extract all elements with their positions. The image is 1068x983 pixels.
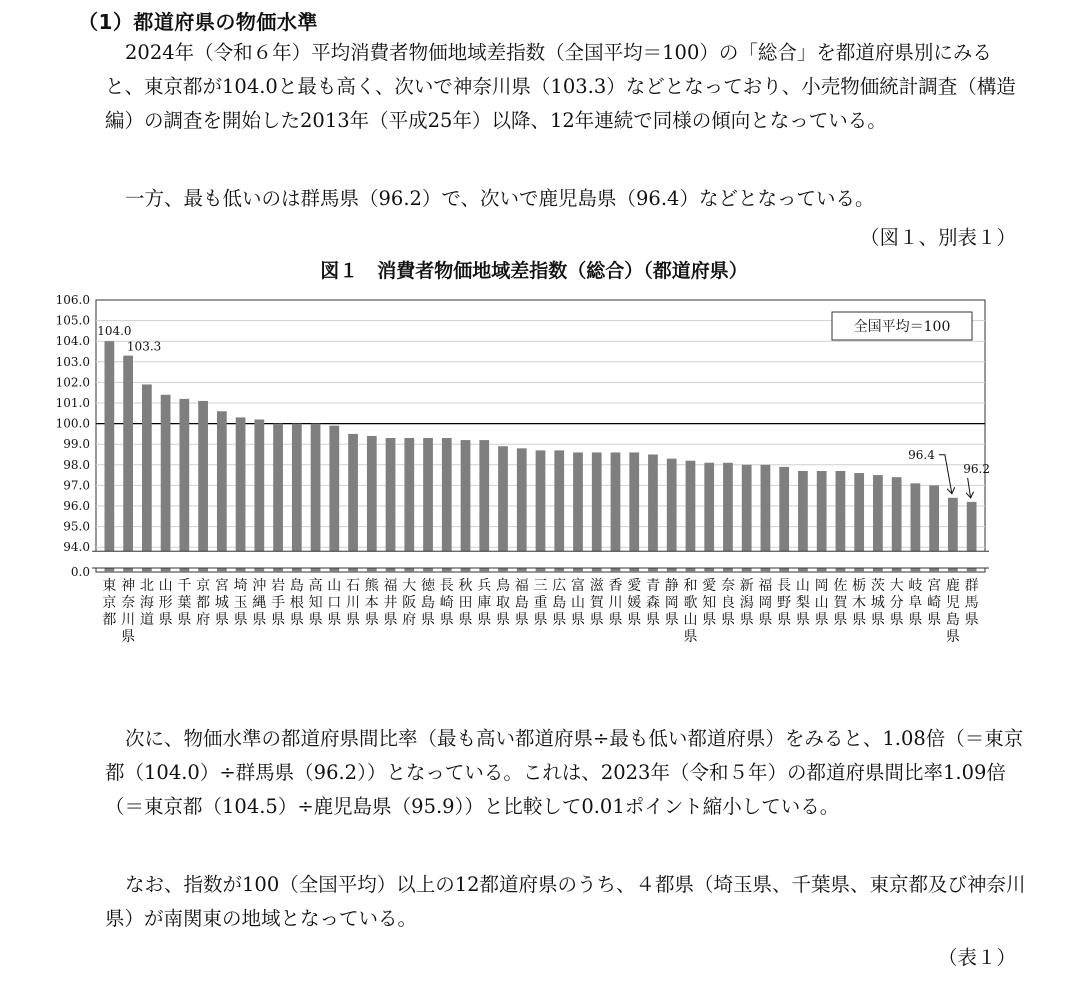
x-tick-label: 香川県 (608, 578, 623, 628)
x-tick-label: 熊本県 (364, 578, 379, 628)
x-tick-label: 石川県 (346, 578, 361, 628)
data-label-神奈川県: 103.3 (126, 339, 162, 354)
bar-山形県 (161, 395, 171, 572)
paragraph-lowest (105, 182, 1030, 216)
x-tick-label: 福岡県 (758, 578, 773, 628)
x-tick-label: 奈良県 (720, 578, 735, 628)
x-tick-label: 長崎県 (439, 578, 454, 628)
data-label-群馬県: 96.2 (963, 461, 990, 476)
paragraph-ratio (105, 722, 1030, 824)
x-tick-label: 滋賀県 (589, 578, 604, 628)
y-tick-label: 0.0 (70, 565, 90, 579)
bar-島根県 (292, 424, 302, 572)
bar-埼玉県 (236, 417, 246, 572)
figure-title: 図１ 消費者物価地域差指数（総合）（都道府県） (320, 260, 748, 282)
bar-宮城県 (217, 411, 227, 572)
legend-box-text: 全国平均＝100 (853, 319, 951, 335)
bar-岩手県 (273, 424, 283, 572)
x-tick-label: 長野県 (777, 578, 792, 628)
x-tick-label: 大阪府 (402, 578, 417, 628)
x-tick-label: 広島県 (552, 578, 567, 628)
paragraph-price-index-top (105, 36, 1030, 138)
x-tick-label: 神奈川県 (121, 578, 136, 645)
x-tick-label: 青森県 (645, 578, 660, 628)
x-tick-label: 山口県 (327, 578, 342, 628)
y-tick-label: 103.0 (55, 354, 90, 369)
bar-沖縄県 (254, 419, 264, 572)
bar-chart (0, 288, 1068, 658)
x-tick-label: 山梨県 (795, 578, 810, 628)
y-tick-label: 95.0 (63, 519, 90, 534)
x-tick-label: 東京都 (102, 578, 117, 628)
x-tick-label: 三重県 (533, 578, 548, 628)
bar-千葉県 (179, 399, 189, 572)
bar-神奈川県 (123, 356, 133, 572)
y-tick-label: 94.0 (63, 540, 90, 555)
axis-break-band (92, 551, 989, 568)
x-tick-label: 福井県 (383, 578, 398, 628)
paragraph-south-kanto (105, 868, 1030, 936)
x-tick-label: 鹿児島県 (945, 578, 960, 645)
section-heading: （1）都道府県の物価水準 (78, 10, 318, 34)
x-tick-label: 沖縄県 (252, 578, 267, 628)
x-tick-label: 島根県 (289, 578, 304, 628)
x-tick-label: 和歌山県 (683, 578, 698, 645)
x-tick-label: 茨城県 (870, 578, 885, 628)
y-tick-label: 100.0 (55, 416, 90, 431)
bar-京都府 (198, 401, 208, 572)
paragraph-south-kanto-text: なお、指数が100（全国平均）以上の12都道府県のうち、４都県（埼玉県、千葉県、東京都及び神奈川県）が南関東の地域となっている。 (105, 873, 1026, 930)
bar-東京都 (104, 341, 114, 572)
y-tick-label: 96.0 (63, 499, 90, 513)
bar-高知県 (311, 424, 321, 572)
paragraph-lowest-text: 一方、最も低いのは群馬県（96.2）で、次いで鹿児島県（96.4）などとなっている。 (125, 187, 875, 210)
y-tick-label: 98.0 (63, 457, 90, 472)
data-label-東京都: 104.0 (97, 324, 132, 339)
x-tick-label: 兵庫県 (477, 578, 492, 628)
x-tick-label: 大分県 (889, 578, 904, 628)
y-tick-label: 102.0 (55, 375, 90, 390)
x-tick-label: 佐賀県 (833, 578, 848, 628)
x-tick-label: 北海道 (139, 578, 154, 628)
bar-山口県 (329, 426, 339, 572)
y-tick-label: 99.0 (63, 437, 90, 452)
x-tick-label: 秋田県 (458, 578, 473, 628)
x-tick-label: 愛媛県 (627, 578, 642, 628)
x-tick-label: 富山県 (570, 578, 585, 628)
y-tick-label: 104.0 (55, 334, 90, 349)
x-tick-label: 静岡県 (664, 578, 679, 628)
y-tick-label: 97.0 (63, 478, 90, 493)
x-tick-label: 宮崎県 (927, 578, 942, 628)
figure-reference: （図１、別表１） (859, 226, 1016, 249)
y-tick-label: 105.0 (55, 313, 90, 328)
x-tick-label: 岩手県 (271, 578, 286, 628)
x-tick-label: 山形県 (158, 578, 173, 628)
x-tick-label: 鳥取県 (496, 578, 511, 628)
arrow-gunma (968, 478, 971, 498)
bar-北海道 (142, 384, 152, 572)
x-tick-label: 福島県 (514, 578, 529, 628)
x-tick-label: 岐阜県 (908, 578, 923, 628)
paragraph-ratio-text: 次に、物価水準の都道府県間比率（最も高い都道府県÷最も低い都道府県）をみると、1.08倍（＝東京都（104.0）÷群馬県（96.2））となっている。これは、2023年（令和５年）の都道府県間比率1.09倍（＝東京都（104.5）÷鹿児島県（95.9））と比較して0.01ポイント縮小している。 (105, 727, 1024, 818)
x-tick-label: 京都府 (196, 578, 211, 628)
data-label-鹿児島県: 96.4 (908, 447, 935, 462)
table-reference: （表１） (937, 946, 1016, 969)
paragraph-price-index-top-text: 2024年（令和６年）平均消費者物価地域差指数（全国平均＝100）の「総合」を都道府県別にみると、東京都が104.0と最も高く、次いで神奈川県（103.3）などとなっており、小売物価統計調査（構造編）の調査を開始した2013年（平成25年）以降、12年連続で同様の傾向となっている。 (105, 41, 1016, 132)
x-tick-label: 愛知県 (702, 578, 717, 628)
x-tick-label: 新潟県 (739, 578, 754, 628)
x-tick-label: 徳島県 (421, 578, 436, 628)
y-tick-label: 106.0 (55, 293, 90, 307)
arrow-kagoshima (939, 455, 952, 494)
x-tick-label: 高知県 (308, 578, 323, 628)
x-tick-label: 群馬県 (964, 578, 979, 628)
x-tick-label: 栃木県 (852, 578, 867, 628)
y-tick-label: 101.0 (55, 396, 90, 410)
x-tick-label: 千葉県 (177, 578, 192, 628)
x-tick-label: 宮城県 (214, 578, 229, 628)
x-tick-label: 岡山県 (814, 578, 829, 628)
x-tick-label: 埼玉県 (233, 578, 248, 628)
